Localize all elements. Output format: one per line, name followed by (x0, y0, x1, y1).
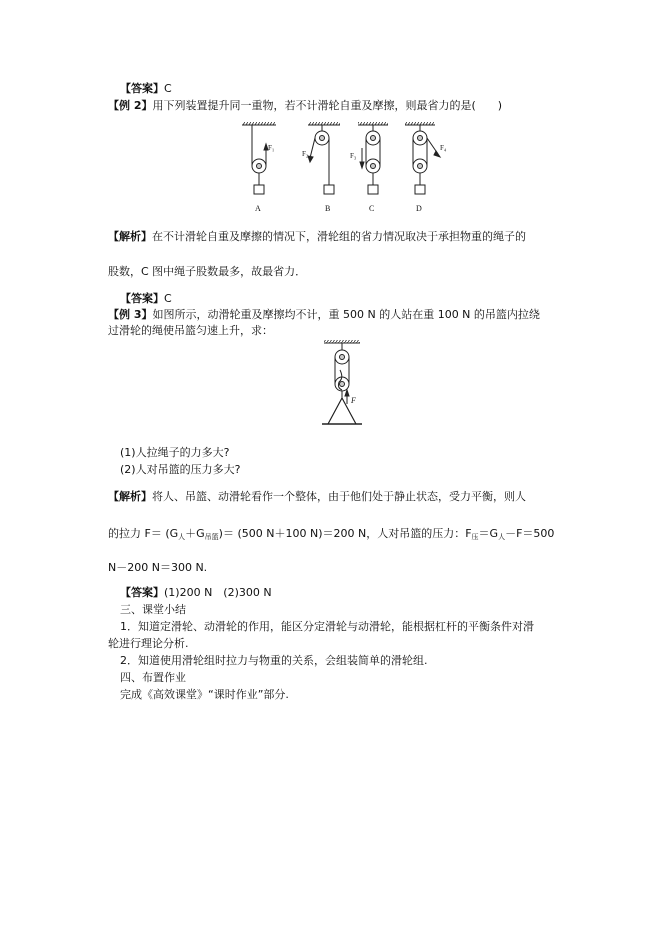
subscript-person: 人 (178, 533, 186, 541)
answer-value: (1)200 N (2)300 N (164, 586, 272, 599)
answer-label: 【答案】 (120, 292, 164, 305)
summary-heading: 三、课堂小结 (120, 603, 186, 616)
subscript-person: 人 (498, 533, 506, 541)
option-b-label: B (325, 204, 331, 213)
homework-heading: 四、布置作业 (120, 671, 186, 684)
summary-item-1b: 轮进行理论分析. (108, 637, 189, 650)
example-2-question (108, 99, 502, 113)
option-a-diagram (242, 122, 276, 194)
example-label: 【例 3】 (108, 308, 153, 321)
analysis-2-line-3: N－200 N＝300 N. (108, 561, 208, 574)
analysis-label: 【解析】 (108, 490, 152, 503)
answer-label: 【答案】 (120, 82, 164, 95)
answer-2 (120, 292, 172, 306)
homework-text: 完成《高效课堂》“课时作业”部分. (120, 688, 289, 701)
force-label-f4: F₄ (440, 144, 447, 152)
answer-label: 【答案】 (120, 586, 164, 599)
formula-part: ＋G (185, 527, 205, 540)
force-label-f3: F₃ (350, 152, 357, 160)
example-text: 如图所示，动滑轮重及摩擦均不计，重 500 N 的人站在重 100 N 的吊篮内拉绕 (152, 308, 540, 321)
force-label-f2: F₂ (302, 150, 309, 158)
answer-1 (120, 82, 172, 96)
formula-part: ＝G (478, 527, 499, 540)
example-label: 【例 2】 (108, 99, 153, 112)
subscript-basket: 吊篮 (204, 533, 219, 541)
summary-item-2: 2．知道使用滑轮组时拉力与物重的关系，会组装简单的滑轮组. (120, 654, 428, 667)
pulley-options-figure (230, 118, 460, 218)
analysis-1-line-1 (108, 230, 526, 244)
question-2: (2)人对吊篮的压力多大? (120, 463, 241, 476)
question-1: (1)人拉绳子的力多大? (120, 446, 230, 459)
basket-pulley-figure (318, 338, 368, 430)
subscript-pressure: 压 (471, 533, 479, 541)
example-3-line-2: 过滑轮的绳使吊篮匀速上升，求： (108, 324, 273, 337)
option-a-label: A (255, 204, 261, 213)
analysis-text: 在不计滑轮自重及摩擦的情况下，滑轮组的省力情况取决于承担物重的绳子的 (152, 230, 526, 243)
force-label-f1: F₁ (268, 144, 275, 152)
formula-part: 的拉力 F＝ (G (108, 527, 179, 540)
force-label-f: F (351, 396, 356, 405)
analysis-2-line-1 (108, 490, 526, 504)
option-d-label: D (416, 204, 422, 213)
option-b-diagram (308, 122, 340, 194)
summary-item-1a: 1．知道定滑轮、动滑轮的作用，能区分定滑轮与动滑轮，能根据杠杆的平衡条件对滑 (120, 620, 534, 633)
answer-value: C (164, 292, 172, 305)
analysis-text: 将人、吊篮、动滑轮看作一个整体，由于他们处于静止状态，受力平衡，则人 (152, 490, 526, 503)
formula-part: )＝ (500 N＋100 N)＝200 N，人对吊篮的压力：F (218, 527, 472, 540)
example-3-line-1 (108, 308, 540, 322)
example-text: 用下列装置提升同一重物，若不计滑轮自重及摩擦，则最省力的是( ) (152, 99, 503, 112)
analysis-1-line-2: 股数，C 图中绳子股数最多，故最省力． (108, 265, 307, 278)
answer-3 (120, 586, 272, 600)
answer-value: C (164, 82, 172, 95)
option-c-diagram (358, 122, 388, 194)
option-d-diagram (405, 122, 440, 194)
option-c-label: C (369, 204, 375, 213)
analysis-2-formula (108, 527, 554, 544)
formula-part: －F＝500 (505, 527, 555, 540)
analysis-label: 【解析】 (108, 230, 152, 243)
